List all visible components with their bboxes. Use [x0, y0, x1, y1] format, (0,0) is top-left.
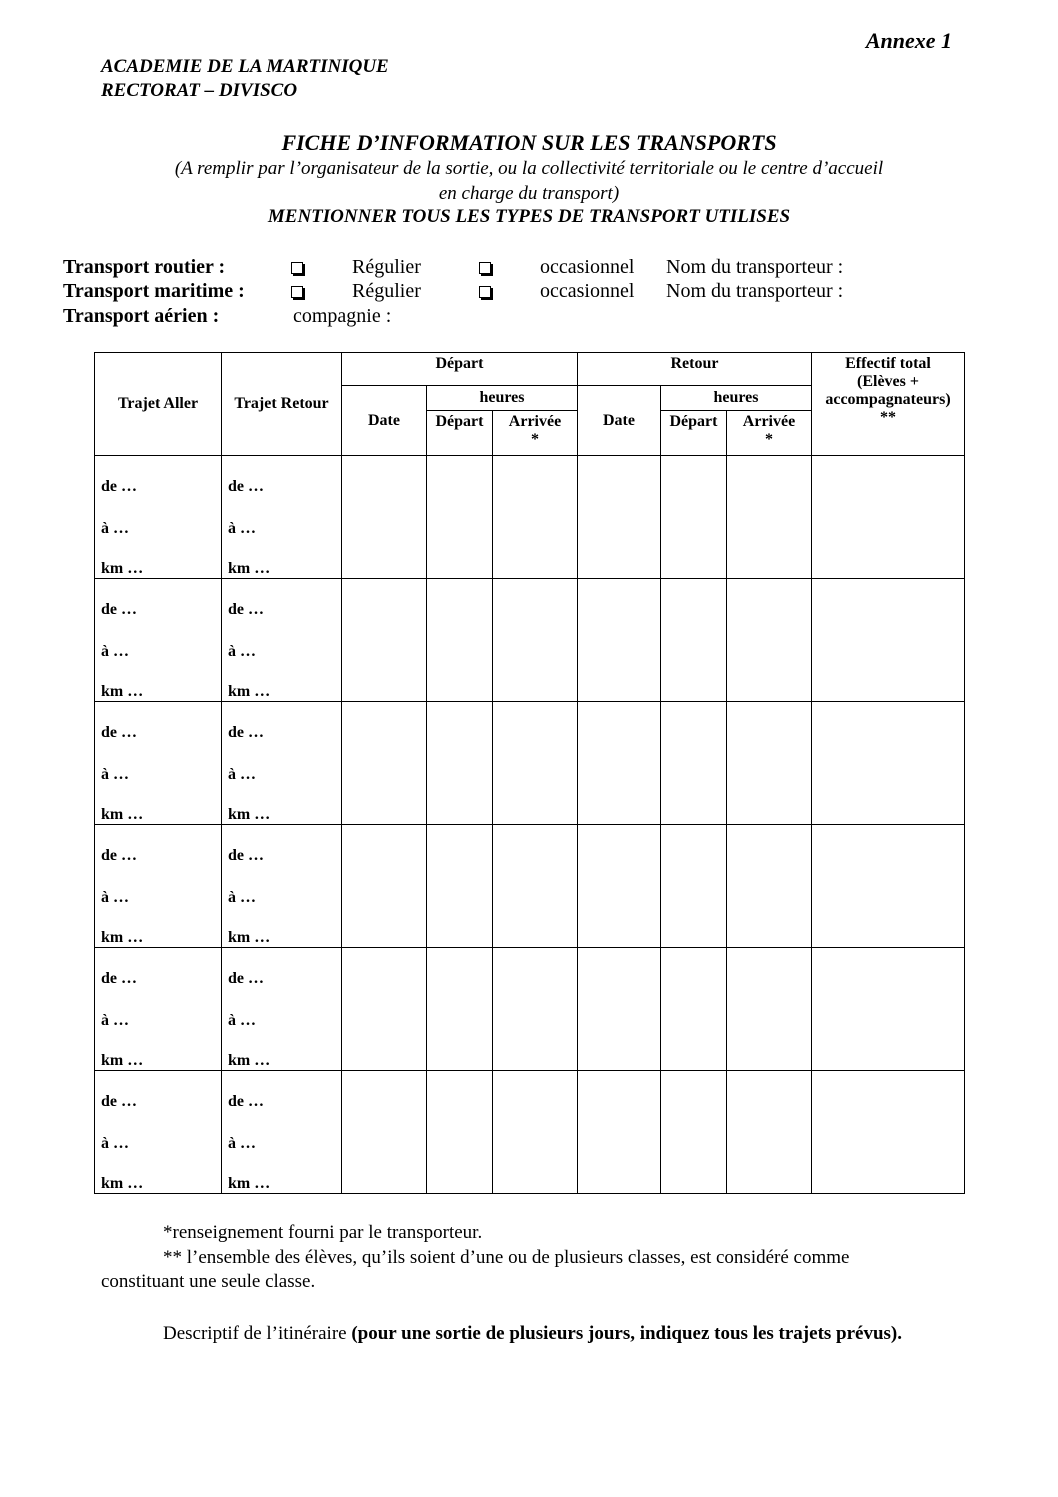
retour-heure-depart-cell[interactable] — [661, 948, 727, 1071]
trajet-retour-cell[interactable] — [222, 1071, 342, 1194]
effectif-cell[interactable] — [812, 825, 965, 948]
transport-table — [94, 352, 965, 1194]
trajet-aller-cell[interactable] — [95, 948, 222, 1071]
trajet-km-label: km … — [101, 1052, 144, 1069]
effectif-cell[interactable] — [812, 456, 965, 579]
trajet-de-label: de … — [228, 1093, 264, 1110]
retour-date-cell[interactable] — [578, 948, 661, 1071]
trajet-a-label: à … — [101, 643, 129, 660]
trajet-km-label: km … — [228, 560, 271, 577]
trajet-retour-cell[interactable] — [222, 456, 342, 579]
maritime-occasionnel-label: occasionnel — [540, 280, 635, 302]
retour-heure-arrivee-cell[interactable] — [727, 825, 812, 948]
header-depart-heure-depart: Départ — [427, 411, 493, 456]
header-trajet-aller: Trajet Aller — [95, 353, 222, 456]
retour-date-cell[interactable] — [578, 825, 661, 948]
depart-date-cell[interactable] — [342, 825, 427, 948]
checkbox-icon — [479, 286, 491, 298]
academie-header: ACADEMIE DE LA MARTINIQUE — [101, 56, 389, 77]
note-classe: constituant une seule classe. — [101, 1271, 316, 1292]
retour-heure-arrivee-cell[interactable] — [727, 702, 812, 825]
arrivee-label: Arrivée — [742, 413, 796, 430]
trajet-km-label: km … — [228, 1175, 271, 1192]
trajet-retour-cell[interactable] — [222, 579, 342, 702]
retour-heure-arrivee-cell[interactable] — [727, 579, 812, 702]
table-body — [95, 456, 965, 1194]
transport-routier-row — [63, 256, 963, 280]
annex-label: Annexe 1 — [865, 28, 952, 53]
arrivee-star: * — [531, 431, 539, 448]
routier-regulier-label: Régulier — [352, 256, 421, 278]
trajet-a-label: à … — [101, 1135, 129, 1152]
header-retour-heure-depart: Départ — [661, 411, 727, 456]
trajet-de-label: de … — [101, 724, 137, 741]
form-title: FICHE D’INFORMATION SUR LES TRANSPORTS — [281, 130, 777, 155]
checkbox-icon — [479, 262, 491, 274]
depart-date-cell[interactable] — [342, 1071, 427, 1194]
retour-date-cell[interactable] — [578, 1071, 661, 1194]
descriptif-text: Descriptif de l’itinéraire — [163, 1323, 352, 1344]
trajet-de-label: de … — [101, 601, 137, 618]
routier-occasionnel-label: occasionnel — [540, 256, 635, 278]
retour-heure-depart-cell[interactable] — [661, 456, 727, 579]
trajet-a-label: à … — [228, 1012, 256, 1029]
trajet-km-label: km … — [228, 1052, 271, 1069]
table-row — [95, 825, 965, 948]
retour-date-cell[interactable] — [578, 702, 661, 825]
header-retour-heures: heures — [661, 386, 812, 411]
table-row — [95, 456, 965, 579]
retour-heure-depart-cell[interactable] — [661, 1071, 727, 1194]
header-trajet-retour: Trajet Retour — [222, 353, 342, 456]
checkbox-icon — [291, 262, 303, 274]
retour-heure-arrivee-cell[interactable] — [727, 1071, 812, 1194]
effectif-cell[interactable] — [812, 579, 965, 702]
routier-transporteur-label: Nom du transporteur : — [666, 256, 844, 278]
header-depart-heures: heures — [427, 386, 578, 411]
checkbox-icon — [291, 286, 303, 298]
trajet-aller-cell[interactable] — [95, 1071, 222, 1194]
arrivee-label: Arrivée — [508, 413, 562, 430]
trajet-a-label: à … — [228, 889, 256, 906]
form-mention: MENTIONNER TOUS LES TYPES DE TRANSPORT UTILISES — [267, 206, 791, 227]
trajet-de-label: de … — [228, 478, 264, 495]
trajet-km-label: km … — [228, 806, 271, 823]
rectorat-header: RECTORAT – DIVISCO — [101, 80, 298, 101]
trajet-de-label: de … — [228, 601, 264, 618]
trajet-retour-cell[interactable] — [222, 702, 342, 825]
aerien-compagnie-label: compagnie : — [293, 305, 392, 327]
note-eleves: ** l’ensemble des élèves, qu’ils soient d’une ou de plusieurs classes, est considéré comme — [163, 1247, 850, 1268]
transport-routier-label: Transport routier : — [63, 256, 226, 278]
trajet-a-label: à … — [228, 520, 256, 537]
trajet-a-label: à … — [101, 889, 129, 906]
depart-heure-depart-cell[interactable] — [427, 825, 493, 948]
trajet-de-label: de … — [228, 970, 264, 987]
table-row — [95, 702, 965, 825]
trajet-aller-cell[interactable] — [95, 825, 222, 948]
header-retour: Retour — [578, 353, 812, 386]
depart-heure-depart-cell[interactable] — [427, 579, 493, 702]
transport-aerien-row — [63, 305, 963, 329]
depart-date-cell[interactable] — [342, 456, 427, 579]
depart-heure-arrivee-cell[interactable] — [493, 825, 578, 948]
note-transporteur: *renseignement fourni par le transporteur. — [163, 1222, 483, 1243]
table-row — [95, 1071, 965, 1194]
depart-heure-depart-cell[interactable] — [427, 1071, 493, 1194]
trajet-km-label: km … — [101, 683, 144, 700]
trajet-retour-cell[interactable] — [222, 825, 342, 948]
trajet-de-label: de … — [228, 847, 264, 864]
trajet-retour-cell[interactable] — [222, 948, 342, 1071]
header-depart-date: Date — [342, 386, 427, 456]
header-depart: Départ — [342, 353, 578, 386]
form-subtitle-line2: en charge du transport) — [438, 183, 620, 204]
trajet-km-label: km … — [101, 929, 144, 946]
arrivee-star: * — [765, 431, 773, 448]
depart-date-cell[interactable] — [342, 579, 427, 702]
table-row — [95, 579, 965, 702]
trajet-de-label: de … — [101, 847, 137, 864]
trajet-a-label: à … — [228, 766, 256, 783]
trajet-aller-cell[interactable] — [95, 702, 222, 825]
trajet-de-label: de … — [101, 478, 137, 495]
form-subtitle-line1: (A remplir par l’organisateur de la sortie, ou la collectivité territoriale ou le centre d’accueil — [174, 158, 884, 179]
trajet-km-label: km … — [101, 560, 144, 577]
header-retour-heure-arrivee — [727, 411, 812, 456]
trajet-km-label: km … — [101, 806, 144, 823]
transport-maritime-row — [63, 280, 963, 304]
effectif-cell[interactable] — [812, 948, 965, 1071]
effectif-line2: (Elèves + — [857, 373, 919, 390]
maritime-regulier-label: Régulier — [352, 280, 421, 302]
depart-heure-depart-cell[interactable] — [427, 456, 493, 579]
trajet-a-label: à … — [101, 520, 129, 537]
depart-heure-arrivee-cell[interactable] — [493, 948, 578, 1071]
trajet-a-label: à … — [228, 643, 256, 660]
header-retour-date: Date — [578, 386, 661, 456]
trajet-aller-cell[interactable] — [95, 456, 222, 579]
effectif-cell[interactable] — [812, 1071, 965, 1194]
depart-heure-arrivee-cell[interactable] — [493, 702, 578, 825]
depart-heure-arrivee-cell[interactable] — [493, 456, 578, 579]
transport-aerien-label: Transport aérien : — [63, 305, 220, 327]
retour-date-cell[interactable] — [578, 456, 661, 579]
descriptif-itineraire — [101, 1321, 958, 1346]
effectif-line1: Effectif total — [845, 355, 931, 372]
retour-date-cell[interactable] — [578, 579, 661, 702]
depart-date-cell[interactable] — [342, 702, 427, 825]
maritime-transporteur-label: Nom du transporteur : — [666, 280, 844, 302]
depart-heure-depart-cell[interactable] — [427, 948, 493, 1071]
effectif-cell[interactable] — [812, 702, 965, 825]
header-depart-heure-arrivee — [493, 411, 578, 456]
trajet-km-label: km … — [101, 1175, 144, 1192]
trajet-a-label: à … — [228, 1135, 256, 1152]
descriptif-bold-text: (pour une sortie de plusieurs jours, indiquez tous les trajets prévus). — [351, 1323, 903, 1344]
transport-maritime-label: Transport maritime : — [63, 280, 245, 302]
depart-date-cell[interactable] — [342, 948, 427, 1071]
effectif-line3: accompagnateurs) — [825, 391, 951, 408]
retour-heure-depart-cell[interactable] — [661, 825, 727, 948]
trajet-de-label: de … — [101, 970, 137, 987]
retour-heure-depart-cell[interactable] — [661, 702, 727, 825]
trajet-km-label: km … — [228, 683, 271, 700]
retour-heure-arrivee-cell[interactable] — [727, 948, 812, 1071]
trajet-km-label: km … — [228, 929, 271, 946]
header-effectif — [812, 353, 965, 456]
trajet-de-label: de … — [101, 1093, 137, 1110]
depart-heure-depart-cell[interactable] — [427, 702, 493, 825]
trajet-de-label: de … — [228, 724, 264, 741]
trajet-a-label: à … — [101, 766, 129, 783]
trajet-aller-cell[interactable] — [95, 579, 222, 702]
depart-heure-arrivee-cell[interactable] — [493, 579, 578, 702]
retour-heure-arrivee-cell[interactable] — [727, 456, 812, 579]
effectif-line4: ** — [880, 409, 896, 426]
trajet-a-label: à … — [101, 1012, 129, 1029]
table-row — [95, 948, 965, 1071]
retour-heure-depart-cell[interactable] — [661, 579, 727, 702]
depart-heure-arrivee-cell[interactable] — [493, 1071, 578, 1194]
